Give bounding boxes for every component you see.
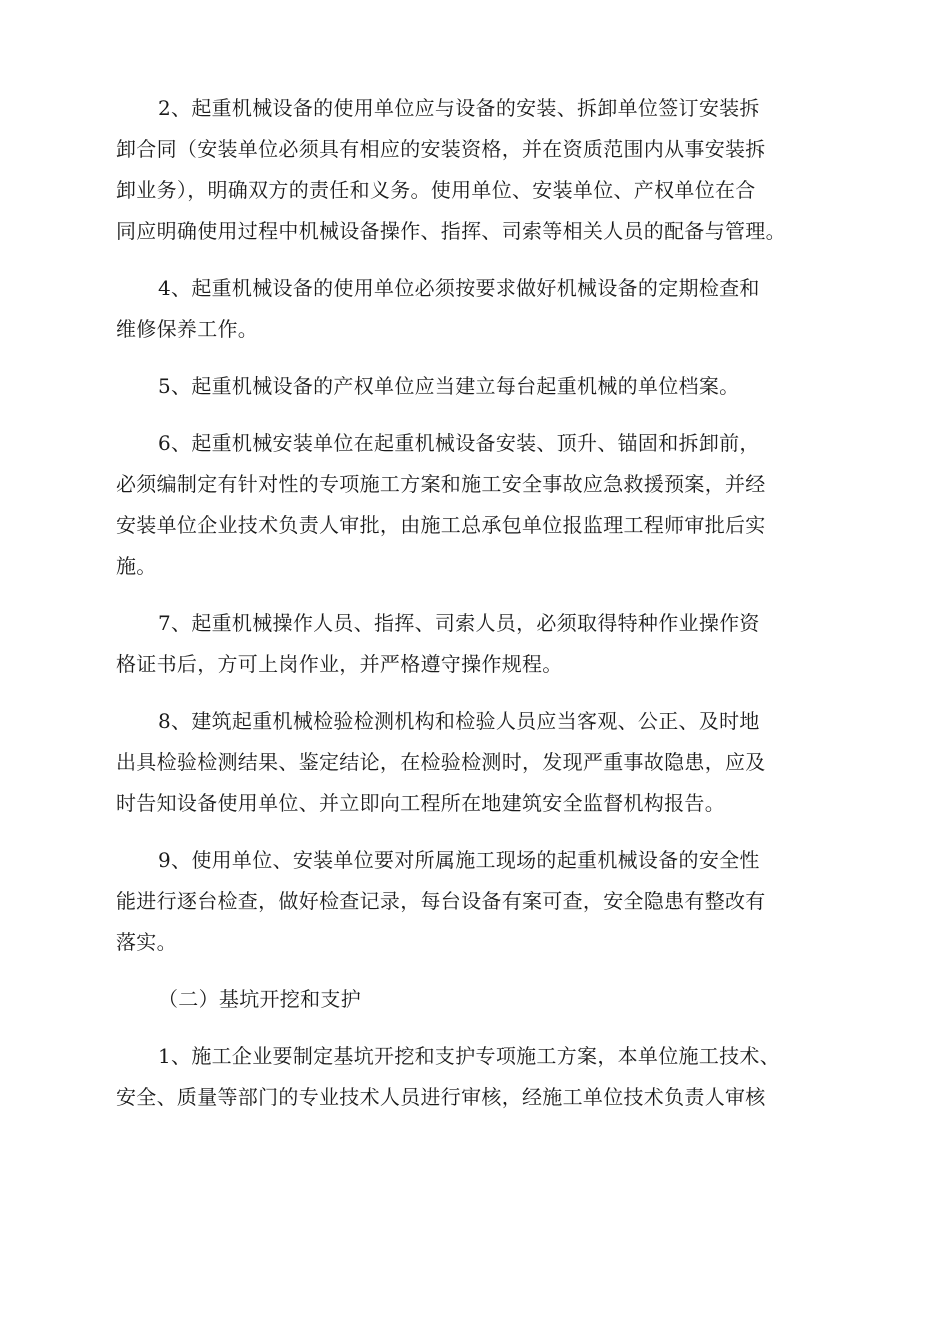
paragraph-line: 出具检验检测结果、鉴定结论，在检验检测时，发现严重事故隐患，应及 bbox=[116, 750, 766, 774]
paragraph-item-4 bbox=[116, 268, 836, 350]
paragraph-line: 1、施工企业要制定基坑开挖和支护专项施工方案，本单位施工技术、 bbox=[158, 1044, 781, 1068]
paragraph-line: 必须编制定有针对性的专项施工方案和施工安全事故应急救援预案，并经 bbox=[116, 472, 766, 496]
paragraph-line: 8、建筑起重机械检验检测机构和检验人员应当客观、公正、及时地 bbox=[158, 709, 760, 733]
paragraph-line: 6、起重机械安装单位在起重机械设备安装、顶升、锚固和拆卸前， bbox=[158, 431, 760, 455]
paragraph-line: 时告知设备使用单位、并立即向工程所在地建筑安全监督机构报告。 bbox=[116, 791, 725, 815]
paragraph-line: 格证书后，方可上岗作业，并严格遵守操作规程。 bbox=[116, 652, 563, 676]
paragraph-line: 安全、质量等部门的专业技术人员进行审核，经施工单位技术负责人审核 bbox=[116, 1085, 766, 1109]
paragraph-item-2 bbox=[116, 88, 836, 252]
paragraph-line: 安装单位企业技术负责人审批，由施工总承包单位报监理工程师审批后实 bbox=[116, 513, 766, 537]
paragraph-item-7 bbox=[116, 603, 836, 685]
paragraph-line: 9、使用单位、安装单位要对所属施工现场的起重机械设备的安全性 bbox=[158, 848, 760, 872]
paragraph-line: 同应明确使用过程中机械设备操作、指挥、司索等相关人员的配备与管理。 bbox=[116, 219, 786, 243]
section-heading-text: （二）基坑开挖和支护 bbox=[158, 987, 361, 1011]
paragraph-line: 卸合同（安装单位必须具有相应的安装资格，并在资质范围内从事安装拆 bbox=[116, 137, 766, 161]
paragraph-line: 维修保养工作。 bbox=[116, 317, 259, 341]
paragraph-line: 落实。 bbox=[116, 930, 177, 954]
paragraph-line: 能进行逐台检查，做好检查记录，每台设备有案可查，安全隐患有整改有 bbox=[116, 889, 766, 913]
paragraph-item-5 bbox=[116, 366, 836, 407]
paragraph-item-8 bbox=[116, 701, 836, 824]
section-heading bbox=[116, 979, 836, 1020]
paragraph-line: 4、起重机械设备的使用单位必须按要求做好机械设备的定期检查和 bbox=[158, 276, 760, 300]
paragraph-item-9 bbox=[116, 840, 836, 963]
paragraph-item-6 bbox=[116, 423, 836, 587]
paragraph-line: 2、起重机械设备的使用单位应与设备的安装、拆卸单位签订安装拆 bbox=[158, 96, 760, 120]
paragraph-item-1 bbox=[116, 1036, 836, 1118]
paragraph-line: 施。 bbox=[116, 554, 157, 578]
paragraph-line: 卸业务），明确双方的责任和义务。使用单位、安装单位、产权单位在合 bbox=[116, 178, 756, 202]
paragraph-line: 5、起重机械设备的产权单位应当建立每台起重机械的单位档案。 bbox=[158, 374, 740, 398]
paragraph-line: 7、起重机械操作人员、指挥、司索人员，必须取得特种作业操作资 bbox=[158, 611, 760, 635]
document-body bbox=[116, 88, 836, 1134]
